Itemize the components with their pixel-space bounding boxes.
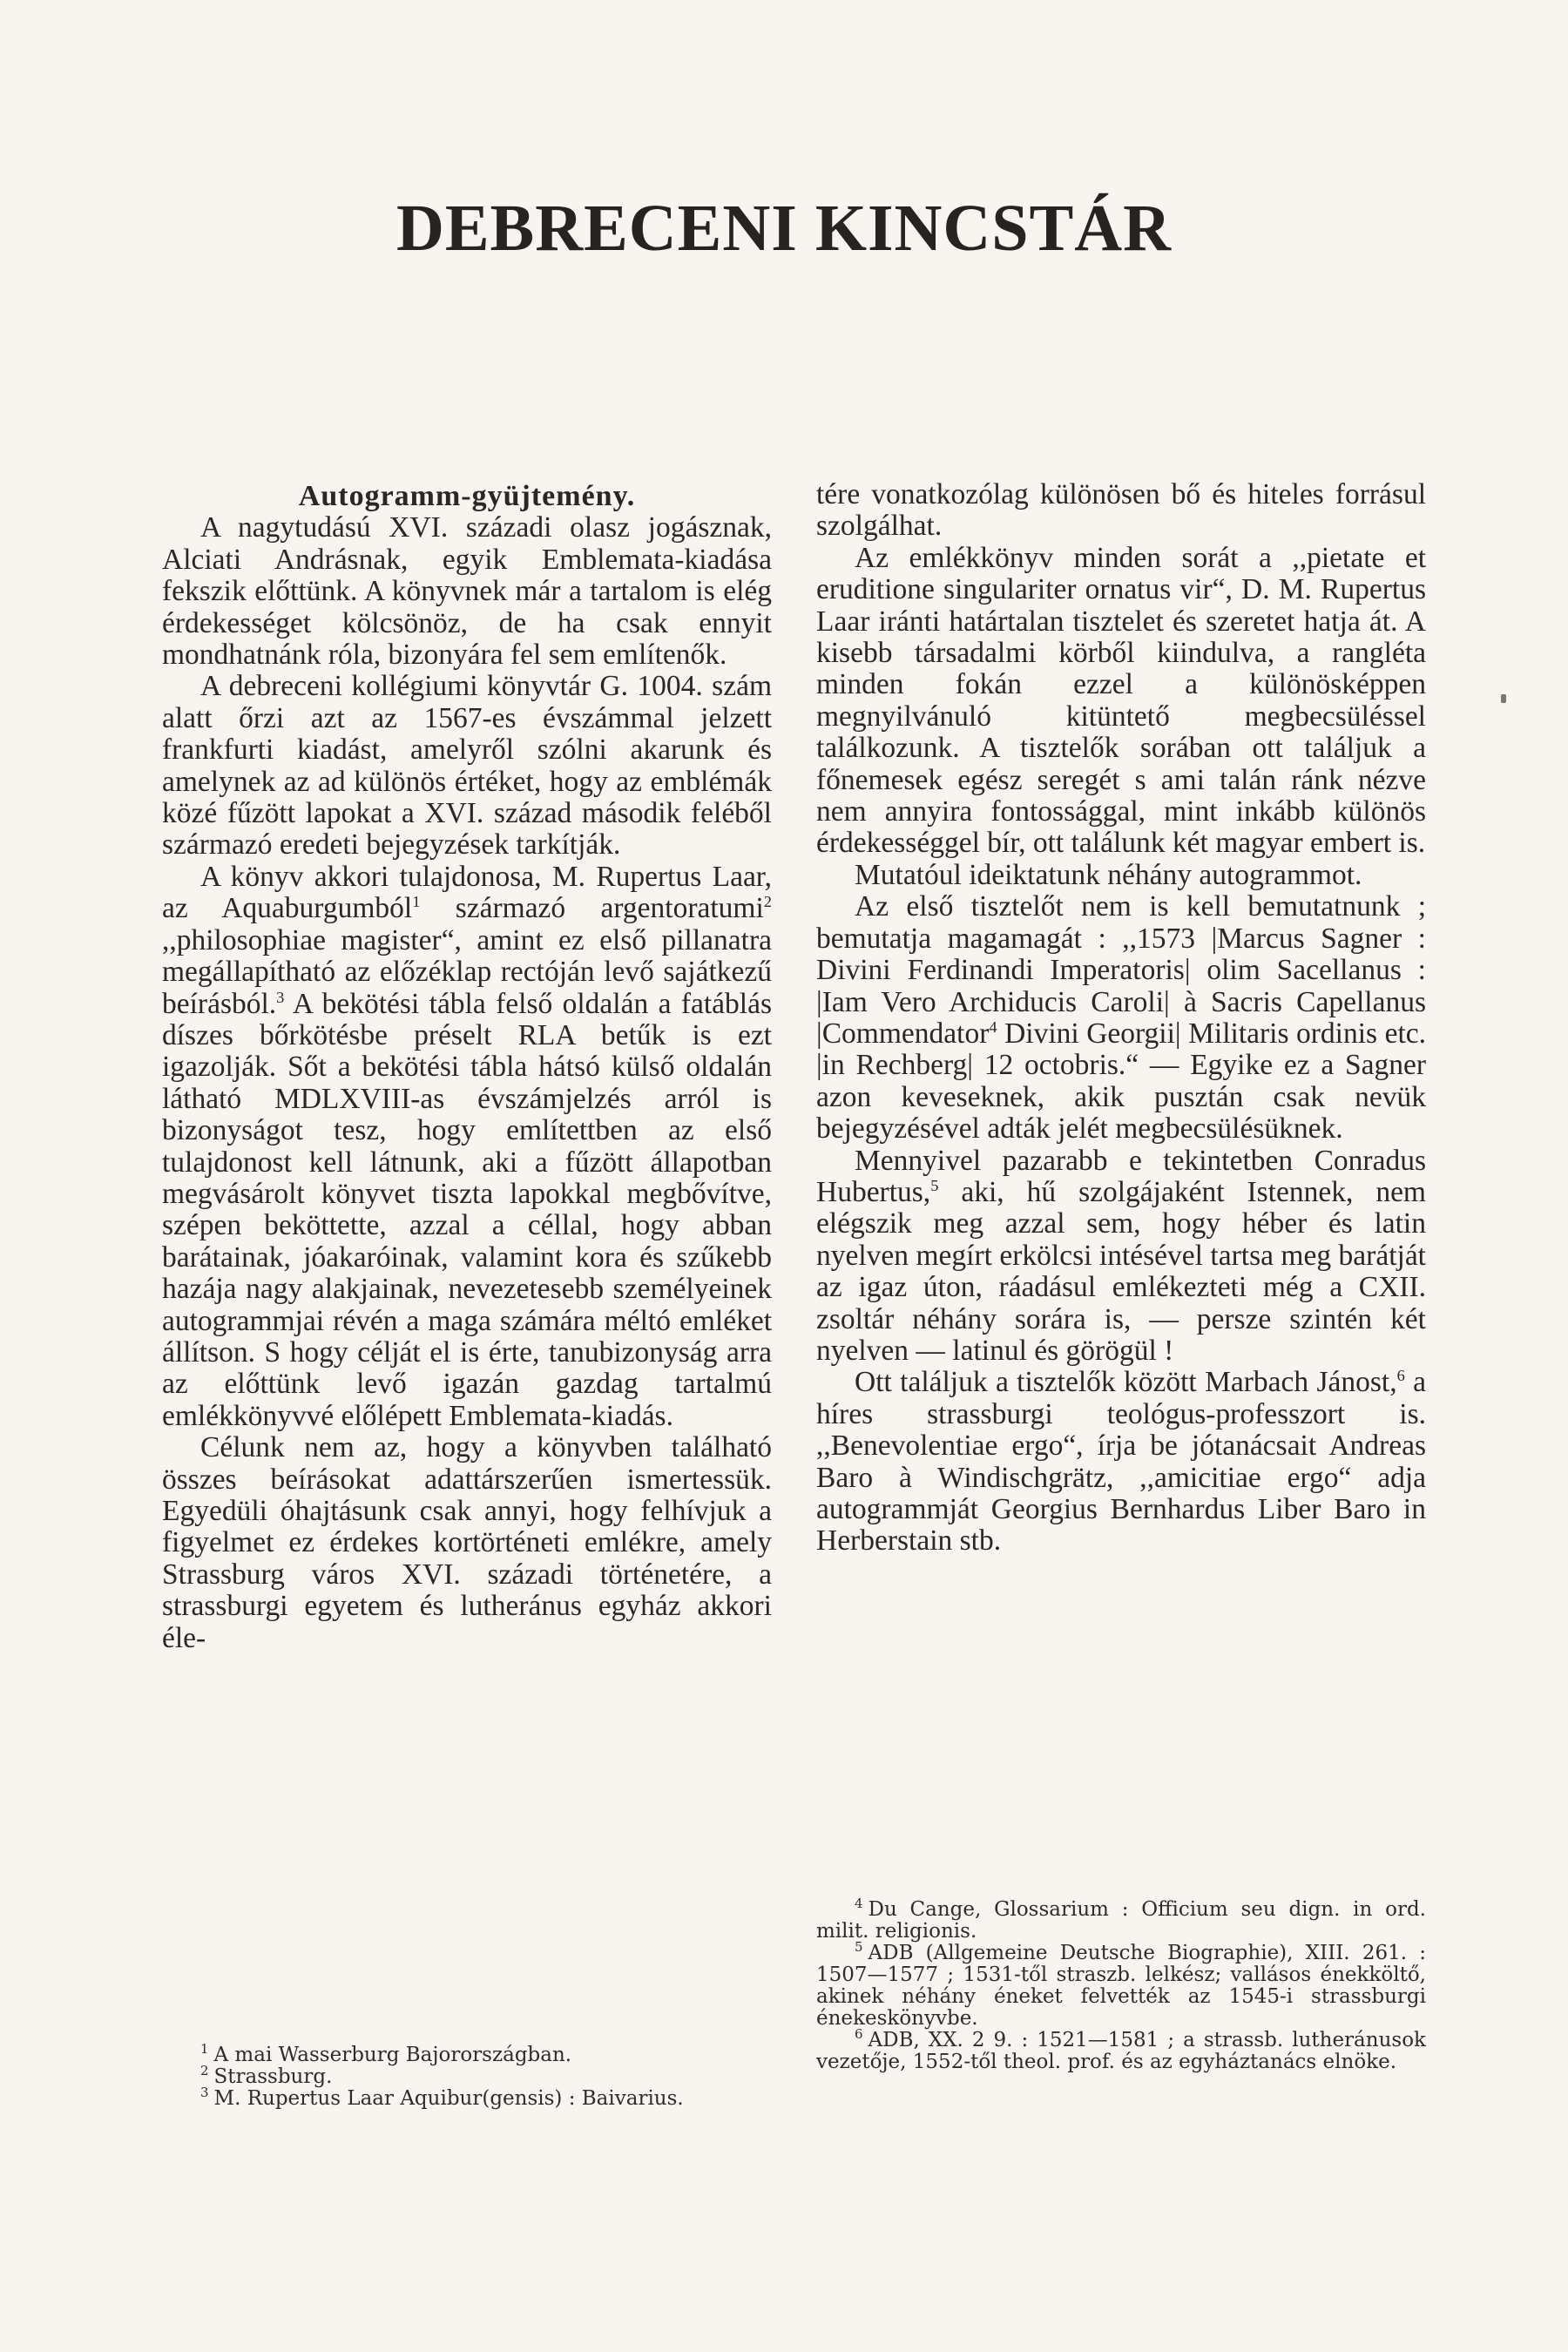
text-run: aki, hű szolgájaként Istennek, nem elégszik meg azzal sem, hogy héber és latin nyelven megírt erkölcsi intésével tartsa meg barátját az igaz úton, ráadásul emlékezteti még a CXII. zsoltár néhány sorára is, — persze szintén két nyelven — latinul és görögül ! xyxy=(816,1175,1426,1367)
paragraph: Az emlékkönyv minden sorát a ,,pietate et eruditione singulariter ornatus vir“, D. M. Rupertus Laar iránti határtalan tisztelet és szeretet hatja át. A kisebb társadalmi körből kiindulva, a rangléta minden fokán ezzel a különösképpen megnyilvánuló kitüntető megbecsüléssel találkozunk. A tisztelők sorában ott találjuk a főnemesek egész seregét s ami talán ránk nézve nem annyira fontossággal, mint inkább különös érdekességgel bír, ott találunk két magyar embert is. xyxy=(816,541,1426,860)
section-heading: Autogramm-gyüjtemény. xyxy=(298,480,636,512)
page-title: DEBRECENI KINCSTÁR xyxy=(395,191,1173,265)
paragraph: A nagytudású XVI. századi olasz jogásznak, Alciati Andrásnak, egyik Emblemata-kiadása fekszik előttünk. A könyvnek már a tartalom is elég érdekességet kölcsönöz, de ha csak ennyit mondhatnánk róla, bizonyára fel sem említenők. xyxy=(162,511,772,672)
footnote xyxy=(816,1896,1426,1943)
paragraph: A debreceni kollégiumi könyvtár G. 1004. szám alatt őrzi azt az 1567-es évszámmal jelzett frankfurti kiadást, amelyről szólni akarunk és amelynek az ad különös értéket, hogy az emblémák közé fűzött lapokat a XVI. század második feléből származó eredeti bejegyzések tarkítják. xyxy=(162,670,772,862)
text-run: származó argentoratumi xyxy=(420,892,764,925)
right-column xyxy=(816,479,1426,1558)
footnote-ref: 2 xyxy=(763,893,772,911)
text-run: Az első tisztelőt nem is kell bemutatnunk ; bemutatja magamagát : ,,1573 |Marcus Sagner : Divini Ferdinandi Imperatoris| olim Sacellanus : |Iam Vero Archiducis Caroli| à Sacris Capellanus |Commendator xyxy=(816,890,1426,1050)
footnote-text: ADB (Allgemeine Deutsche Biographie), XIII. 261. : 1507—1577 ; 1531-től straszb. lelkész; vallásos énekköltő, akinek néhány éneket felvették az 1545-i strassburgi énekeskönyvbe. xyxy=(816,1942,1426,2030)
footnote xyxy=(162,2041,772,2066)
footnote xyxy=(816,2026,1426,2073)
text-run: Ott találjuk a tisztelők között Marbach Jánost, xyxy=(855,1366,1397,1399)
footnote-ref: 1 xyxy=(412,893,421,911)
footnote-ref: 4 xyxy=(989,1017,997,1036)
footnote-number: 5 xyxy=(855,1939,863,1956)
paragraph xyxy=(816,1367,1426,1557)
left-column xyxy=(162,481,772,1654)
footnote-ref: 3 xyxy=(276,988,285,1006)
text-run: a híres strassburgi teológus-professzort is. ,,Benevolentiae ergo“, írja be jótanácsait Andreas Baro à Windischgrätz, ,,amicitiae ergo“ adja autogrammját Georgius Bernhardus Liber Baro in Herberstain stb. xyxy=(816,1366,1426,1558)
text-run: A könyv akkori tulajdonosa, M. Rupertus Laar, az Aquaburgumból xyxy=(162,860,772,925)
footnote-text: A mai Wasserburg Bajorországban. xyxy=(213,2044,572,2066)
paragraph xyxy=(816,891,1426,1145)
footnote xyxy=(816,1939,1426,2030)
footnote-text: Strassburg. xyxy=(213,2065,333,2088)
text-run: ,,philosophiae magister“, amint ez első pillanatra megállapítható az előzéklap rectóján levő sajátkezű beírásból. xyxy=(162,923,772,1020)
footnote-number: 1 xyxy=(200,2041,209,2058)
footnote-text: ADB, XX. 2 9. : 1521—1581 ; a strassb. lutheránusok vezetője, 1552-től theol. prof. és az egyháztanács elnöke. xyxy=(816,2029,1426,2073)
footnote-number: 4 xyxy=(855,1896,863,1912)
footnote xyxy=(162,2085,772,2110)
footnote-number: 3 xyxy=(200,2085,209,2101)
footnote-number: 6 xyxy=(855,2026,863,2043)
paragraph xyxy=(162,862,772,1432)
footnote-number: 2 xyxy=(200,2063,209,2079)
footnotes-left xyxy=(162,2041,772,2110)
text-run: Mennyivel pazarabb e tekintetben Conradus Hubertus, xyxy=(816,1144,1426,1208)
paragraph: Mutatóul ideiktatunk néhány autogrammot. xyxy=(855,858,1362,891)
paragraph: Célunk nem az, hogy a könyvben található összes beírásokat adattárszerűen ismertessük. Egyedüli óhajtásunk csak annyi, hogy felhívjuk a figyelmet ez érdekes kortörténeti emlékre, amely Strassburg város XVI. századi történetére, a strassburgi egyetem és lutheránus egyház akkori éle- xyxy=(162,1431,772,1654)
footnote-text: Du Cange, Glossarium : Officium seu dign. in ord. milit. religionis. xyxy=(816,1898,1426,1943)
paragraph: tére vonatkozólag különösen bő és hiteles forrásul szolgálhat. xyxy=(816,478,1426,543)
margin-mark xyxy=(1501,694,1506,703)
footnote-ref: 5 xyxy=(930,1176,939,1194)
paragraph xyxy=(816,1146,1426,1368)
footnote-text: M. Rupertus Laar Aquibur(gensis) : Baivarius. xyxy=(213,2087,684,2110)
footnote xyxy=(162,2063,772,2088)
text-run: Divini Georgii| Militaris ordinis etc. |in Rechberg| 12 octobris.“ — Egyike ez a Sagner azon keveseknek, akik pusztán csak nevük bejegyzésével adták jelét megbecsülésüknek. xyxy=(816,1017,1426,1146)
footnote-ref: 6 xyxy=(1396,1367,1405,1385)
footnotes-right xyxy=(816,1896,1426,2073)
text-run: A bekötési tábla felső oldalán a fatáblás díszes bőrkötésbe préselt RLA betűk is ezt igazolják. Sőt a bekötési tábla hátsó külső oldalán látható MDLXVIII-as évszámjelzés arról is bizonyságot tesz, hogy említettben az első tulajdonost kell látnunk, aki a fűzött állapotban megvásárolt könyvet tiszta lapokkal megbővítve, szépen beköttette, azzal a céllal, hogy abban barátainak, jóakaróinak, valamint kora és szűkebb hazája nagy alakjainak, nevezetesebb személyeinek autogrammjai révén a maga számára méltó emléket állítson. S hogy célját el is érte, tanubizonyság arra az előttünk levő igazán gazdag tartalmú emlékkönyvvé előlépett Emblemata-kiadás. xyxy=(162,987,772,1432)
